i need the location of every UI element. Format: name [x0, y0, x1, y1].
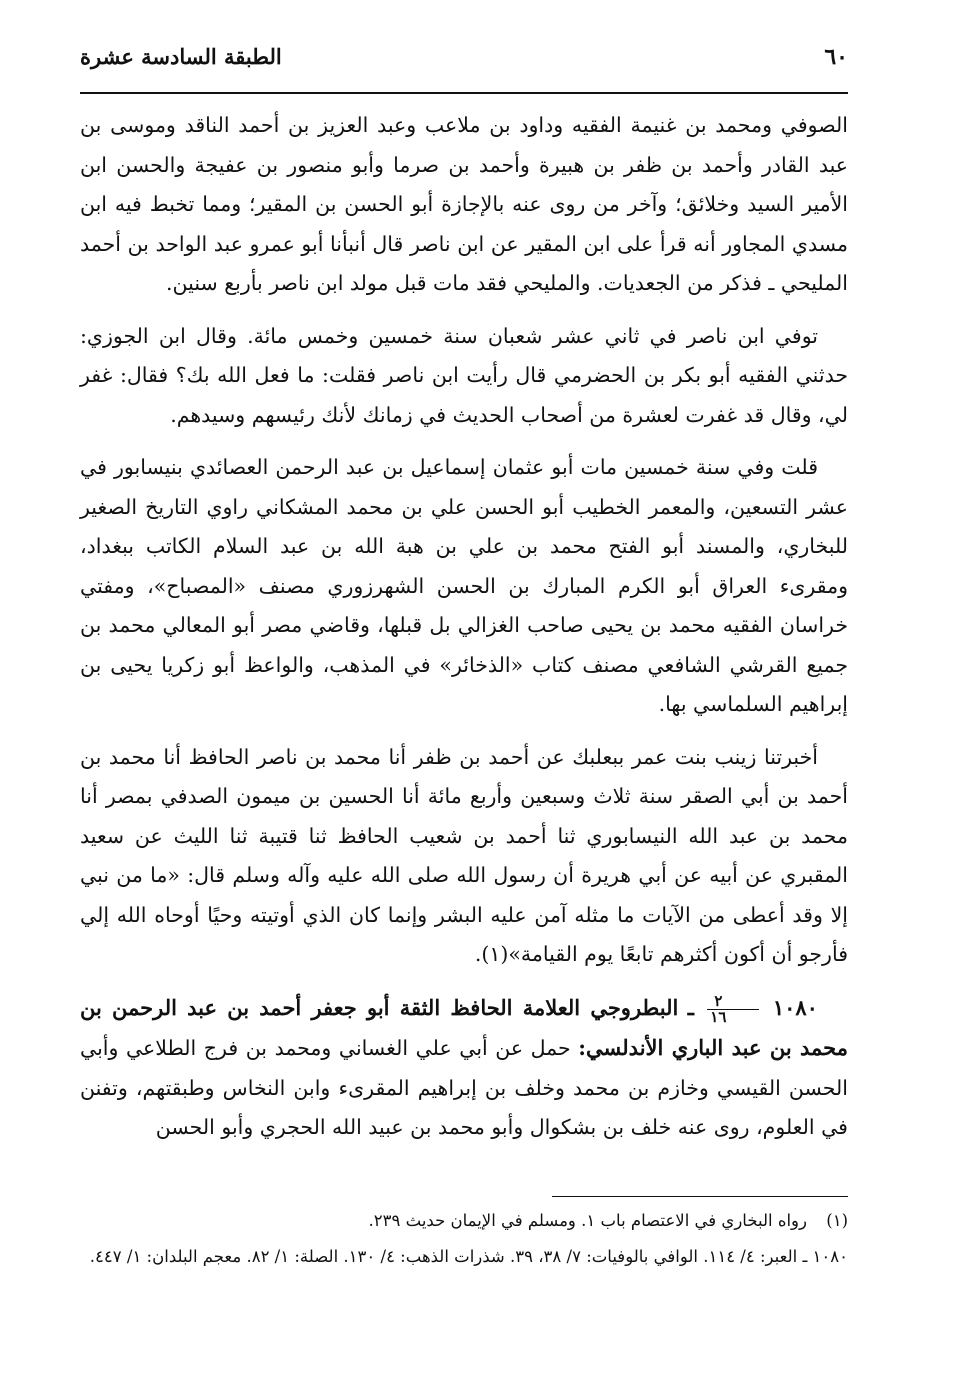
- biography-entry: [80, 988, 848, 1148]
- footnote-text: ١٠٨٠ ـ العبر: ٤/ ١١٤. الوافي بالوفيات: ٧/ ٣٨، ٣٩. شذرات الذهب: ٤/ ١٣٠. الصلة: ١/ ٨٢. معجم البلدان: ١/ ٤٤٧.: [89, 1247, 848, 1266]
- footnote: [80, 1242, 848, 1272]
- page-number: ٦٠: [824, 44, 848, 70]
- entry-number: ١٠٨٠: [772, 994, 818, 1020]
- paragraph: قلت وفي سنة خمسين مات أبو عثمان إسماعيل بن عبد الرحمن العصائدي بنيسابور في عشر التسعين، والمعمر الخطيب أبو الحسن علي بن محمد المشكاني راوي التاريخ الصغير للبخاري، والمسند أبو الفتح محمد بن علي بن هبة الله بن عبد السلام الكاتب ببغداد، ومقرىء العراق أبو الكرم المبارك بن الحسن الشهرزوري مصنف «المصباح»، ومفتي خراسان الفقيه محمد بن يحيى صاحب الغزالي بل قبلها، وقاضي مصر أبو المعالي محمد بن جميع القرشي الشافعي مصنف كتاب «الذخائر» في المذهب، والواعظ أبو زكريا يحيى بن إبراهيم السلماسي بها.: [80, 455, 848, 716]
- page-header: [80, 40, 848, 88]
- entry-fraction: [707, 991, 759, 1026]
- footnote-text: رواه البخاري في الاعتصام باب ١. ومسلم في الإيمان حديث ٢٣٩.: [368, 1211, 807, 1230]
- main-text: [80, 106, 848, 1161]
- entry-dash: ـ: [687, 994, 694, 1020]
- paragraph: توفي ابن ناصر في ثاني عشر شعبان سنة خمسين وخمس مائة. وقال ابن الجوزي: حدثني الفقيه أبو بكر بن الحضرمي قال رأيت ابن ناصر فقلت: ما فعل الله بك؟ فقال: غفر لي، وقال قد غفرت لعشرة من أصحاب الحديث في زمانك لأنك رئيسهم وسيدهم.: [80, 323, 848, 427]
- paragraph: أخبرتنا زينب بنت عمر ببعلبك عن أحمد بن ظفر أنا محمد بن ناصر الحافظ أنا محمد بن أحمد بن أبي الصقر سنة ثلاث وسبعين وأربع مائة أنا الحسين بن ميمون الصدفي بمصر أنا محمد بن عبد الله النيسابوري ثنا أحمد بن شعيب الحافظ ثنا قتيبة ثنا الليث عن سعيد المقبري عن أبيه عن أبي هريرة أن رسول الله صلى الله عليه وآله وسلم قال: «ما من نبي إلا وقد أعطى من الآيات ما مثله آمن عليه البشر وإنما كان الذي أوتيته وحيًا أوحاه الله إلي فأرجو أن أكون أكثرهم تابعًا يوم القيامة»(١).: [80, 744, 848, 966]
- entry-heading: البطروجي العلامة الحافظ الثقة أبو جعفر أحمد بن عبد الرحمن بن محمد بن عبد الباري الأندلسي:: [80, 994, 848, 1060]
- running-title: الطبقة السادسة عشرة: [80, 44, 282, 69]
- header-divider: [80, 92, 848, 94]
- fraction-denominator: ١٦: [710, 1007, 727, 1026]
- fraction-numerator: ٢: [707, 994, 759, 1010]
- paragraph: الصوفي ومحمد بن غنيمة الفقيه وداود بن ملاعب وعبد العزيز بن أحمد الناقد وموسى بن عبد القادر وأحمد بن ظفر بن هبيرة وأحمد بن صرما وأبو منصور بن عفيجة والحسن ابن الأمير السيد وخلائق؛ وآخر من روى عنه بالإجازة أبو الحسن بن المقير؛ ومما تخبط فيه ابن مسدي المجاور أنه قرأ على ابن المقير عن ابن ناصر قال أنبأنا أبو عمرو عبد الواحد بن أحمد المليحي ـ فذكر من الجعديات. والمليحي فقد مات قبل مولد ابن ناصر بأربع سنين.: [80, 113, 848, 295]
- footnote-marker: (١): [826, 1211, 848, 1230]
- footnotes: [80, 1206, 848, 1278]
- entry-body: حمل عن أبي علي الغساني ومحمد بن فرج الطلاعي وأبي الحسن القيسي وخازم بن محمد وخلف بن إبراهيم المقرىء وابن النخاس وطبقتهم، وتفنن في العلوم، روى عنه خلف بن بشكوال وأبو محمد بن عبيد الله الحجري وأبو الحسن: [80, 1036, 848, 1139]
- footnote-divider: [552, 1196, 848, 1197]
- footnote: [80, 1206, 848, 1236]
